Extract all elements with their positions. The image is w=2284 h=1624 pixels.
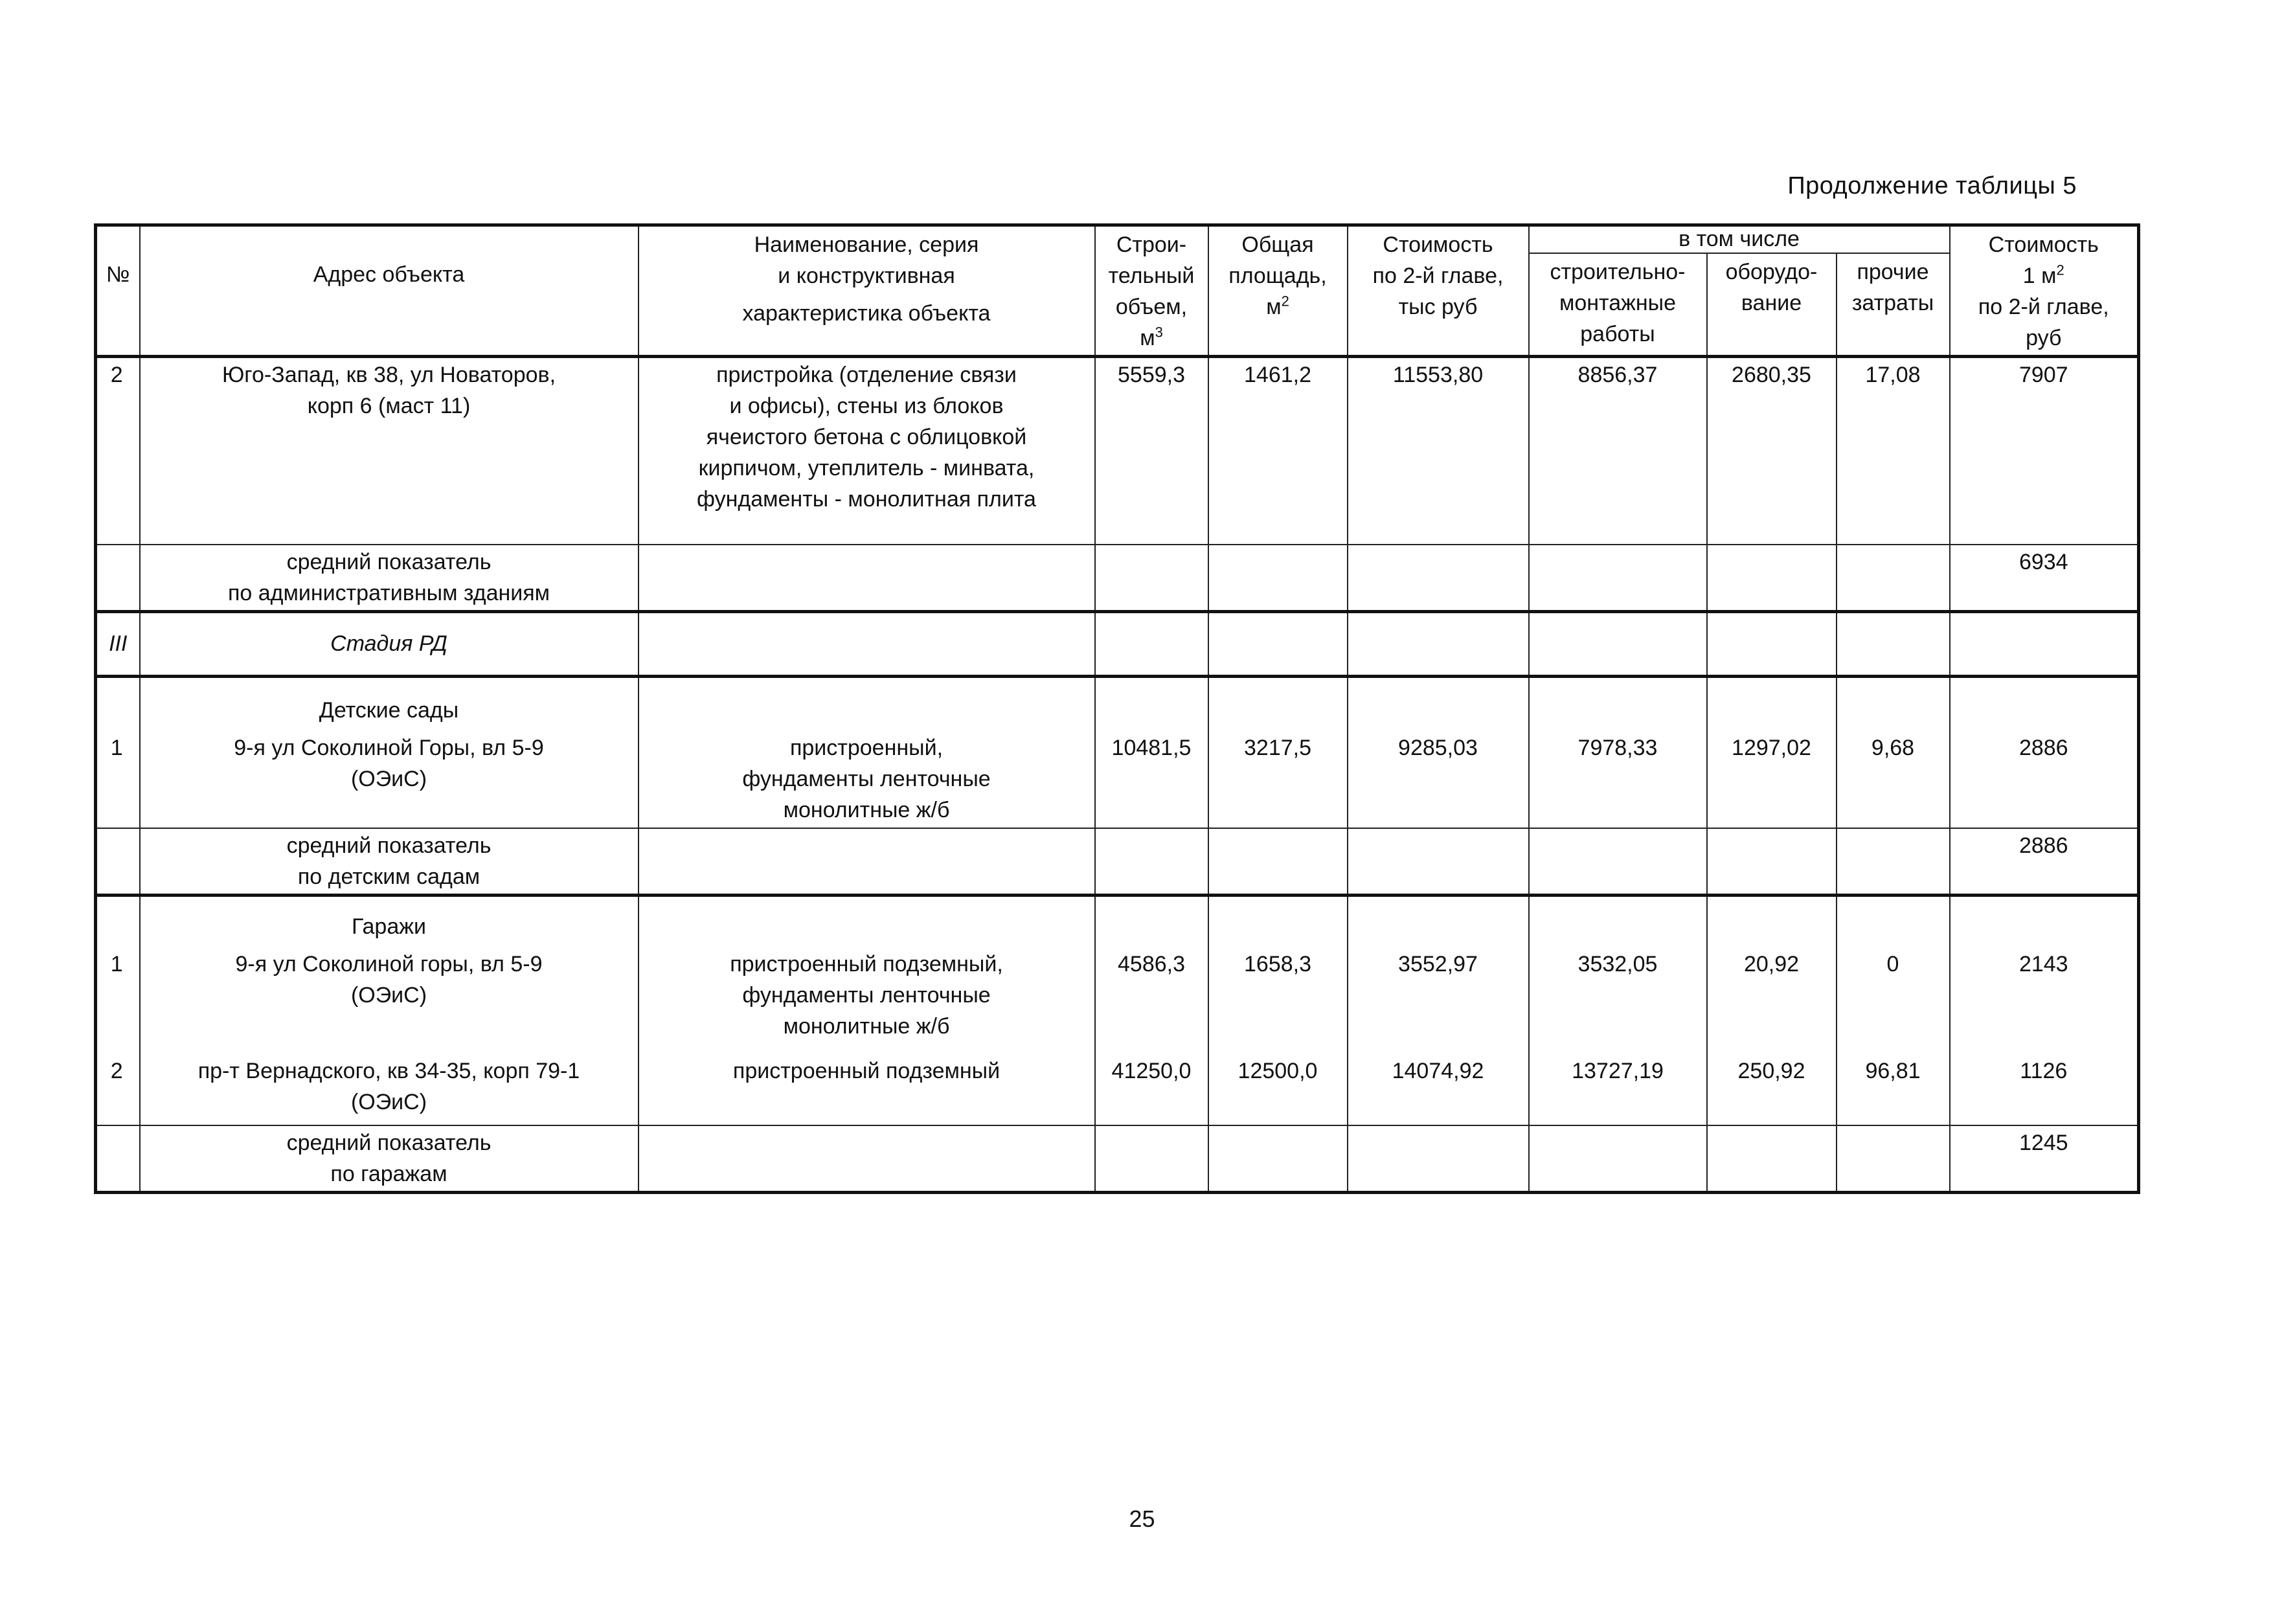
row-num: 2 (96, 357, 140, 545)
row-num: 1 (96, 731, 140, 828)
row-smr: 3532,05 (1529, 947, 1707, 1054)
row-address: 9-я ул Соколиной Горы, вл 5-9 (ОЭиС) (140, 731, 639, 828)
header-including: в том числе (1529, 225, 1950, 253)
section-title-garages: Гаражи (140, 895, 639, 947)
row-equipment: 1297,02 (1707, 731, 1837, 828)
row-other: 9,68 (1837, 731, 1950, 828)
row-cost: 9285,03 (1348, 731, 1529, 828)
table-row (96, 947, 2139, 1054)
row-other: 17,08 (1837, 357, 1950, 545)
header-area: Общая площадь, $м^2$ (1208, 225, 1348, 357)
row-equipment: 2680,35 (1707, 357, 1837, 545)
row-other: 96,81 (1837, 1054, 1950, 1125)
row-address: пр-т Вернадского, кв 34-35, корп 79-1 (ОЭиС) (140, 1054, 639, 1125)
header-name: Наименование, серия и конструктивная характеристика объекта (639, 225, 1095, 357)
row-smr: 8856,37 (1529, 357, 1707, 545)
row-cost: 11553,80 (1348, 357, 1529, 545)
header-cost: Стоимость по 2-й главе, тыс руб (1348, 225, 1529, 357)
header-num: № (96, 225, 140, 357)
stage-title: Стадия РД (140, 611, 639, 676)
row-description: пристроенный подземный (639, 1054, 1095, 1125)
header-unit-cost: Стоимость 1 $м^2$ по 2-й главе, руб (1950, 225, 2139, 357)
average-value: 2886 (1950, 828, 2139, 896)
row-address: Юго-Запад, кв 38, ул Новаторов, корп 6 (маст 11) (140, 357, 639, 545)
row-description: пристроенный, фундаменты ленточные монолитные ж/б (639, 731, 1095, 828)
row-unit-cost: 2886 (1950, 731, 2139, 828)
row-volume: 10481,5 (1095, 731, 1208, 828)
row-description: пристроенный подземный, фундаменты ленточные монолитные ж/б (639, 947, 1095, 1054)
row-equipment: 20,92 (1707, 947, 1837, 1054)
average-value: 1245 (1950, 1125, 2139, 1193)
average-label: средний показатель по гаражам (140, 1125, 639, 1193)
header-other: прочие затраты (1837, 253, 1950, 357)
row-area: 1658,3 (1208, 947, 1348, 1054)
row-volume: 41250,0 (1095, 1054, 1208, 1125)
row-volume: 5559,3 (1095, 357, 1208, 545)
page-number: 25 (1129, 1506, 1155, 1532)
row-smr: 7978,33 (1529, 731, 1707, 828)
row-volume: 4586,3 (1095, 947, 1208, 1054)
table-caption: Продолжение таблицы 5 (1787, 172, 2077, 199)
row-num: 2 (96, 1054, 140, 1125)
section-row (96, 676, 2139, 731)
section-row (96, 895, 2139, 947)
header-volume: Строи- тельный объем, $м^3$ (1095, 225, 1208, 357)
row-area: 12500,0 (1208, 1054, 1348, 1125)
row-cost: 3552,97 (1348, 947, 1529, 1054)
row-area: 3217,5 (1208, 731, 1348, 828)
average-row (96, 545, 2139, 612)
row-unit-cost: 1126 (1950, 1054, 2139, 1125)
average-row (96, 1125, 2139, 1193)
table-row (96, 357, 2139, 545)
section-title-kindergartens: Детские сады (140, 676, 639, 731)
row-unit-cost: 7907 (1950, 357, 2139, 545)
average-value: 6934 (1950, 545, 2139, 612)
table-row (96, 1054, 2139, 1125)
average-label: средний показатель по административным зданиям (140, 545, 639, 612)
row-smr: 13727,19 (1529, 1054, 1707, 1125)
header-equipment: оборудо- вание (1707, 253, 1837, 357)
row-equipment: 250,92 (1707, 1054, 1837, 1125)
row-other: 0 (1837, 947, 1950, 1054)
table-header (96, 225, 2139, 357)
stage-roman: III (96, 611, 140, 676)
row-area: 1461,2 (1208, 357, 1348, 545)
table-row (96, 731, 2139, 828)
row-cost: 14074,92 (1348, 1054, 1529, 1125)
stage-row (96, 611, 2139, 676)
header-smr: строительно- монтажные работы (1529, 253, 1707, 357)
average-label: средний показатель по детским садам (140, 828, 639, 896)
average-row (96, 828, 2139, 896)
row-address: 9-я ул Соколиной горы, вл 5-9 (ОЭиС) (140, 947, 639, 1054)
row-description: пристройка (отделение связи и офисы), стены из блоков ячеистого бетона с облицовкой кирпичом, утеплитель - минвата, фундаменты - монолитная плита (639, 357, 1095, 545)
row-unit-cost: 2143 (1950, 947, 2139, 1054)
header-address: Адрес объекта (140, 225, 639, 357)
cost-table (94, 223, 2140, 1194)
row-num: 1 (96, 947, 140, 1054)
